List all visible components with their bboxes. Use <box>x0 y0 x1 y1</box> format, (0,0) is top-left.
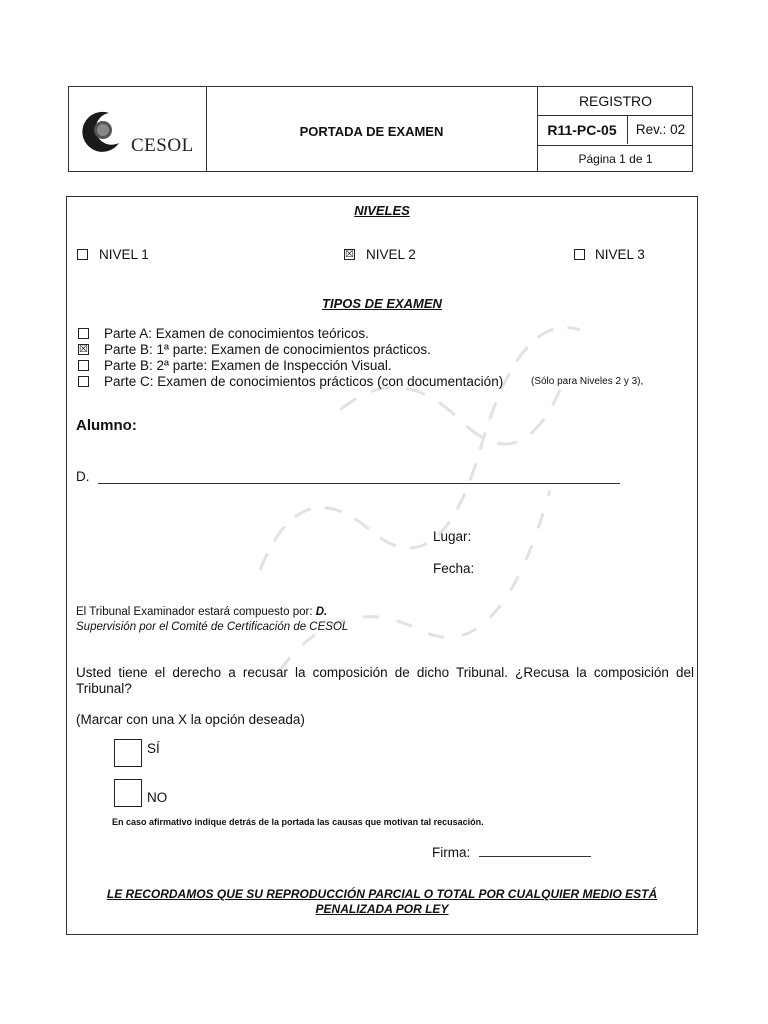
no-checkbox[interactable] <box>114 779 142 807</box>
fecha-label: Fecha: <box>433 561 475 576</box>
parte-c-checkbox[interactable] <box>78 376 89 387</box>
parte-b2-checkbox[interactable] <box>78 360 89 371</box>
nivel-3-checkbox[interactable] <box>574 249 585 260</box>
parte-b2-label: Parte B: 2ª parte: Examen de Inspección Visual. <box>104 358 392 373</box>
afirmativo-note: En caso afirmativo indique detrás de la portada las causas que motivan tal recusación. <box>112 817 484 827</box>
document-code: R11-PC-05 <box>547 122 617 138</box>
alumno-label: Alumno: <box>76 417 137 434</box>
header-divider <box>537 145 692 146</box>
lugar-label: Lugar: <box>433 529 472 544</box>
header-table <box>68 86 693 172</box>
cesol-logo-icon <box>79 109 123 153</box>
logo-text: CESOL <box>131 135 194 156</box>
niveles-title: NIVELES <box>354 203 410 218</box>
document-title: PORTADA DE EXAMEN <box>299 124 444 139</box>
nivel-2-label: NIVEL 2 <box>366 247 416 262</box>
alumno-d-label: D. <box>76 469 90 484</box>
footer-line-2: PENALIZADA POR LEY <box>315 902 449 916</box>
si-label: SÍ <box>147 741 160 756</box>
footer-notice <box>66 887 698 917</box>
parte-a-label: Parte A: Examen de conocimientos teóricos. <box>104 326 369 341</box>
alumno-name-field[interactable] <box>98 483 620 484</box>
marcar-instruction: (Marcar con una X la opción deseada) <box>76 712 305 727</box>
parte-c-note: (Sólo para Niveles 2 y 3), <box>531 376 644 387</box>
tribunal-line-2: Supervisión por el Comité de Certificación de CESOL <box>76 621 349 633</box>
nivel-2-checkbox[interactable]: ☒ <box>345 249 354 260</box>
page-number: Página 1 de 1 <box>578 152 653 166</box>
header-divider <box>537 115 692 116</box>
si-checkbox[interactable] <box>114 739 142 767</box>
parte-a-checkbox[interactable] <box>78 328 89 339</box>
tribunal-line-1: El Tribunal Examinador estará compuesto por: D. <box>76 606 328 618</box>
no-label: NO <box>147 790 168 805</box>
nivel-1-checkbox[interactable] <box>77 249 88 260</box>
firma-label: Firma: <box>432 845 471 860</box>
parte-b1-label: Parte B: 1ª parte: Examen de conocimientos prácticos. <box>104 342 431 357</box>
footer-line-1: LE RECORDAMOS QUE SU REPRODUCCIÓN PARCIAL O TOTAL POR CUALQUIER MEDIO ESTÁ <box>106 887 658 901</box>
nivel-1-label: NIVEL 1 <box>99 247 149 262</box>
revision: Rev.: 02 <box>635 122 686 137</box>
nivel-3-label: NIVEL 3 <box>595 247 645 262</box>
parte-c-label: Parte C: Examen de conocimientos prácticos (con documentación) <box>104 374 504 389</box>
parte-b1-checkbox[interactable]: ☒ <box>79 344 88 355</box>
firma-field[interactable] <box>479 856 591 857</box>
registro-label: REGISTRO <box>578 93 653 109</box>
recusa-question: Usted tiene el derecho a recusar la composición de dicho Tribunal. ¿Recusa la composición del Tribunal? <box>76 665 694 696</box>
tipos-title: TIPOS DE EXAMEN <box>322 296 442 311</box>
